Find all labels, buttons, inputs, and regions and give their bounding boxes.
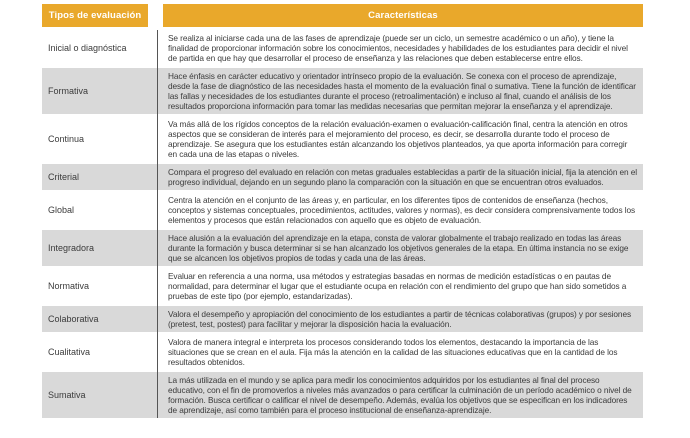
- evaluation-type-label: Sumativa: [42, 372, 157, 418]
- table-body: [42, 30, 643, 418]
- evaluation-type-label: Colaborativa: [42, 306, 157, 332]
- table-row: [42, 230, 643, 266]
- characteristics-text: Centra la atención en el conjunto de las áreas y, en particular, en los diferentes tipos de contenidos de enseñanza (hechos, conceptos y sistemas conceptuales, procedimientos, actitudes, valores y normas), es decir considera comprensivamente todos los elementos y procesos que están relacionados con aquello que es objeto de evaluación.: [168, 195, 636, 225]
- characteristics-text: La más utilizada en el mundo y se aplica para medir los conocimientos adquiridos por los estudiantes al final del proceso educativo, con el fin de promoverlos a niveles más avanzados o para certificar la culminación de un período académico o nivel de formación. Busca certificar o calificar el nivel de desempeño. Además, evalúa los objetivos que se especifican en los indicadores de aprendizaje, así como también para el proceso institucional de enseñanza-aprendizaje.: [158, 372, 643, 418]
- evaluation-type-label: Cualitativa: [48, 347, 91, 357]
- characteristics-text: Valora de manera integral e interpreta los procesos considerando todos los elementos, destacando la importancia de las situaciones que se crean en el aula. Fija más la atención en la calidad de las situaciones educativas que en la cantidad de los resultados obtenidos.: [168, 337, 618, 367]
- table-row: [42, 192, 643, 228]
- evaluation-type-label: Global: [48, 205, 75, 215]
- evaluation-type-label: Inicial o diagnóstica: [48, 43, 127, 53]
- evaluation-type-label: Formativa: [42, 68, 157, 114]
- evaluation-type-label: Normativa: [48, 281, 90, 291]
- characteristics-text: Va más allá de los rígidos conceptos de la relación evaluación-examen o evaluación-calificación final, centra la atención en otros aspectos que se consideran de interés para el mejoramiento del proceso, es decir, se desarrolla durante todo el proceso de aprendizaje. Se asegura que los estudiantes están alcanzando los objetivos planteados, ya que aporta información para corregir en cada una de las etapas o niveles.: [168, 119, 628, 159]
- characteristics-text: Compara el progreso del evaluado en relación con metas graduales establecidas a partir de la situación inicial, fija la atención en el progreso individual, dejando en un segundo plano la comparación con la situación en que se encuentran otros evaluados.: [158, 164, 643, 190]
- table-header-row: [42, 4, 643, 27]
- evaluation-types-table: [42, 4, 643, 420]
- table-row: [42, 372, 643, 418]
- column-divider: [157, 30, 158, 418]
- evaluation-type-label: Integradora: [42, 230, 157, 266]
- column-header-tipos: Tipos de evaluación: [42, 4, 148, 27]
- characteristics-text: Valora el desempeño y apropiación del conocimiento de los estudiantes a partir de técnicas colaborativas (grupos) y por sesiones (pretest, test, postest) para facilitar y mejorar la disposición hacia la evaluación.: [158, 306, 643, 332]
- table-row: [42, 30, 643, 66]
- evaluation-type-label: Criterial: [42, 164, 157, 190]
- table-row: [42, 268, 643, 304]
- characteristics-text: Hace alusión a la evaluación del aprendizaje en la etapa, consta de valorar globalmente el trabajo realizado en todas las áreas durante la formación y busca determinar si se han alcanzado los objetivos generales de la etapa. En última instancia no se exige que se alcancen los objetivos propios de todas y cada una de las áreas.: [158, 230, 643, 266]
- table-row: [42, 334, 643, 370]
- characteristics-text: Hace énfasis en carácter educativo y orientador intrínseco propio de la evaluación. Se conexa con el proceso de aprendizaje, desde la fase de diagnóstico de las necesidades hasta el momento de la evaluación final o sumativa. Tiene la función de identificar las fallas y necesidades de los estudiantes durante el proceso (retroalimentación) e incluso al final, cuando el análisis de los resultados proporciona información para tomar las medidas necesarias que permitan mejorar la enseñanza y el aprendizaje.: [158, 68, 643, 114]
- characteristics-text: Evaluar en referencia a una norma, usa métodos y estrategias basadas en normas de medición estadísticas o en pautas de normalidad, para determinar el lugar que el estudiante ocupa en relación con el rendimiento del grupo que han sido sometidos a pruebas de este tipo (por ejemplo, estandarizadas).: [168, 271, 627, 301]
- table-row: [42, 164, 643, 190]
- table-row: [42, 116, 643, 162]
- column-header-caracteristicas: Características: [163, 4, 643, 27]
- characteristics-text: Se realiza al iniciarse cada una de las fases de aprendizaje (puede ser un ciclo, un semestre académico o un año), y tiene la finalidad de proporcionar información sobre los conocimientos, necesidades y habilidades de los estudiantes para decidir el nivel de partida en que hay que desarrollar el proceso de enseñanza y las relaciones que deben establecerse entre ellos.: [168, 33, 628, 63]
- table-row: [42, 68, 643, 114]
- evaluation-type-label: Continua: [48, 134, 85, 144]
- table-row: [42, 306, 643, 332]
